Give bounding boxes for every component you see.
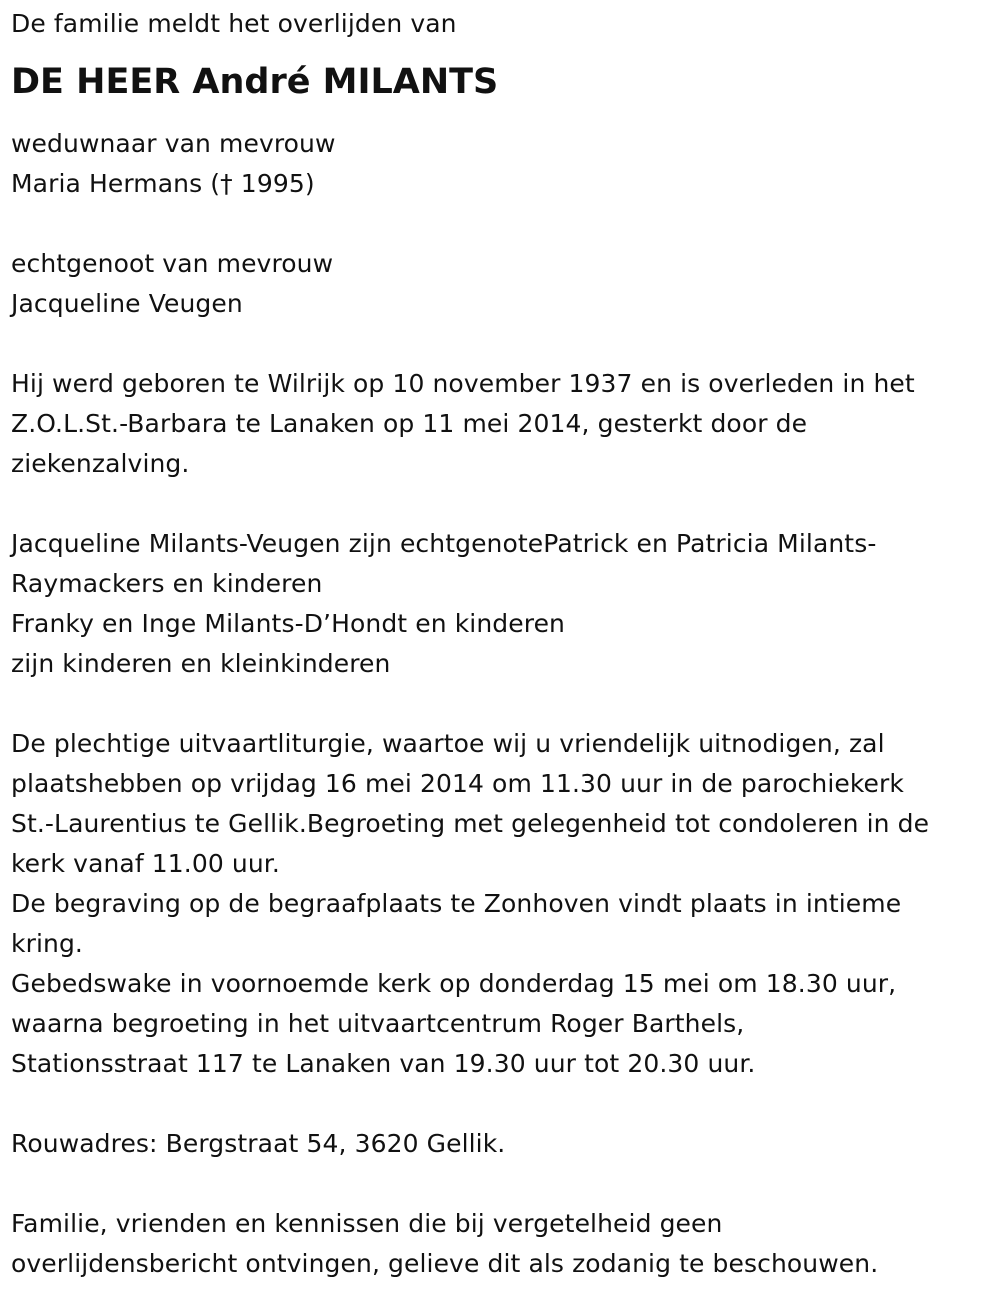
widower-line-1: weduwnaar van mevrouw	[11, 129, 336, 158]
obituary-document	[11, 4, 993, 1284]
ceremony-line: waarna begroeting in het uitvaartcentrum Roger Barthels,	[11, 1009, 745, 1038]
family-line: Franky en Inge Milants-D’Hondt en kinderen	[11, 609, 565, 638]
ceremony-line: St.-Laurentius te Gellik.Begroeting met gelegenheid tot condoleren in de	[11, 809, 930, 838]
closing-line: Familie, vrienden en kennissen die bij vergetelheid geen	[11, 1209, 723, 1238]
ceremony-line: De begraving op de begraafplaats te Zonhoven vindt plaats in intieme	[11, 889, 902, 918]
mourning-address: Rouwadres: Bergstraat 54, 3620 Gellik.	[11, 1129, 506, 1158]
ceremony-line: kerk vanaf 11.00 uur.	[11, 849, 280, 878]
widower-spouse-death-year: 1995)	[232, 169, 315, 198]
family-line: zijn kinderen en kleinkinderen	[11, 649, 391, 678]
family-line: Raymackers en kinderen	[11, 569, 323, 598]
birth-line: ziekenzalving.	[11, 449, 190, 478]
ceremony-line: Stationsstraat 117 te Lanaken van 19.30 uur tot 20.30 uur.	[11, 1049, 756, 1078]
ceremony-line: De plechtige uitvaartliturgie, waartoe wij u vriendelijk uitnodigen, zal	[11, 729, 885, 758]
intro-text: De familie meldt het overlijden van	[11, 9, 457, 38]
closing-line: overlijdensbericht ontvingen, gelieve dit als zodanig te beschouwen.	[11, 1249, 879, 1278]
cross-icon: †	[220, 169, 233, 198]
birth-line: Z.O.L.St.-Barbara te Lanaken op 11 mei 2014, gesterkt door de	[11, 409, 808, 438]
ceremony-line: plaatshebben op vrijdag 16 mei 2014 om 11.30 uur in de parochiekerk	[11, 769, 904, 798]
ceremony-line: kring.	[11, 929, 83, 958]
spouse-line-2: Jacqueline Veugen	[11, 289, 243, 318]
deceased-name: DE HEER André MILANTS	[11, 62, 499, 102]
widower-line-2	[11, 164, 993, 204]
ceremony-line: Gebedswake in voornoemde kerk op donderdag 15 mei om 18.30 uur,	[11, 969, 897, 998]
spouse-line-1: echtgenoot van mevrouw	[11, 249, 334, 278]
family-line: Jacqueline Milants-Veugen zijn echtgenotePatrick en Patricia Milants-	[11, 529, 877, 558]
birth-line: Hij werd geboren te Wilrijk op 10 november 1937 en is overleden in het	[11, 369, 915, 398]
widower-spouse-name: Maria Hermans (	[11, 169, 221, 198]
